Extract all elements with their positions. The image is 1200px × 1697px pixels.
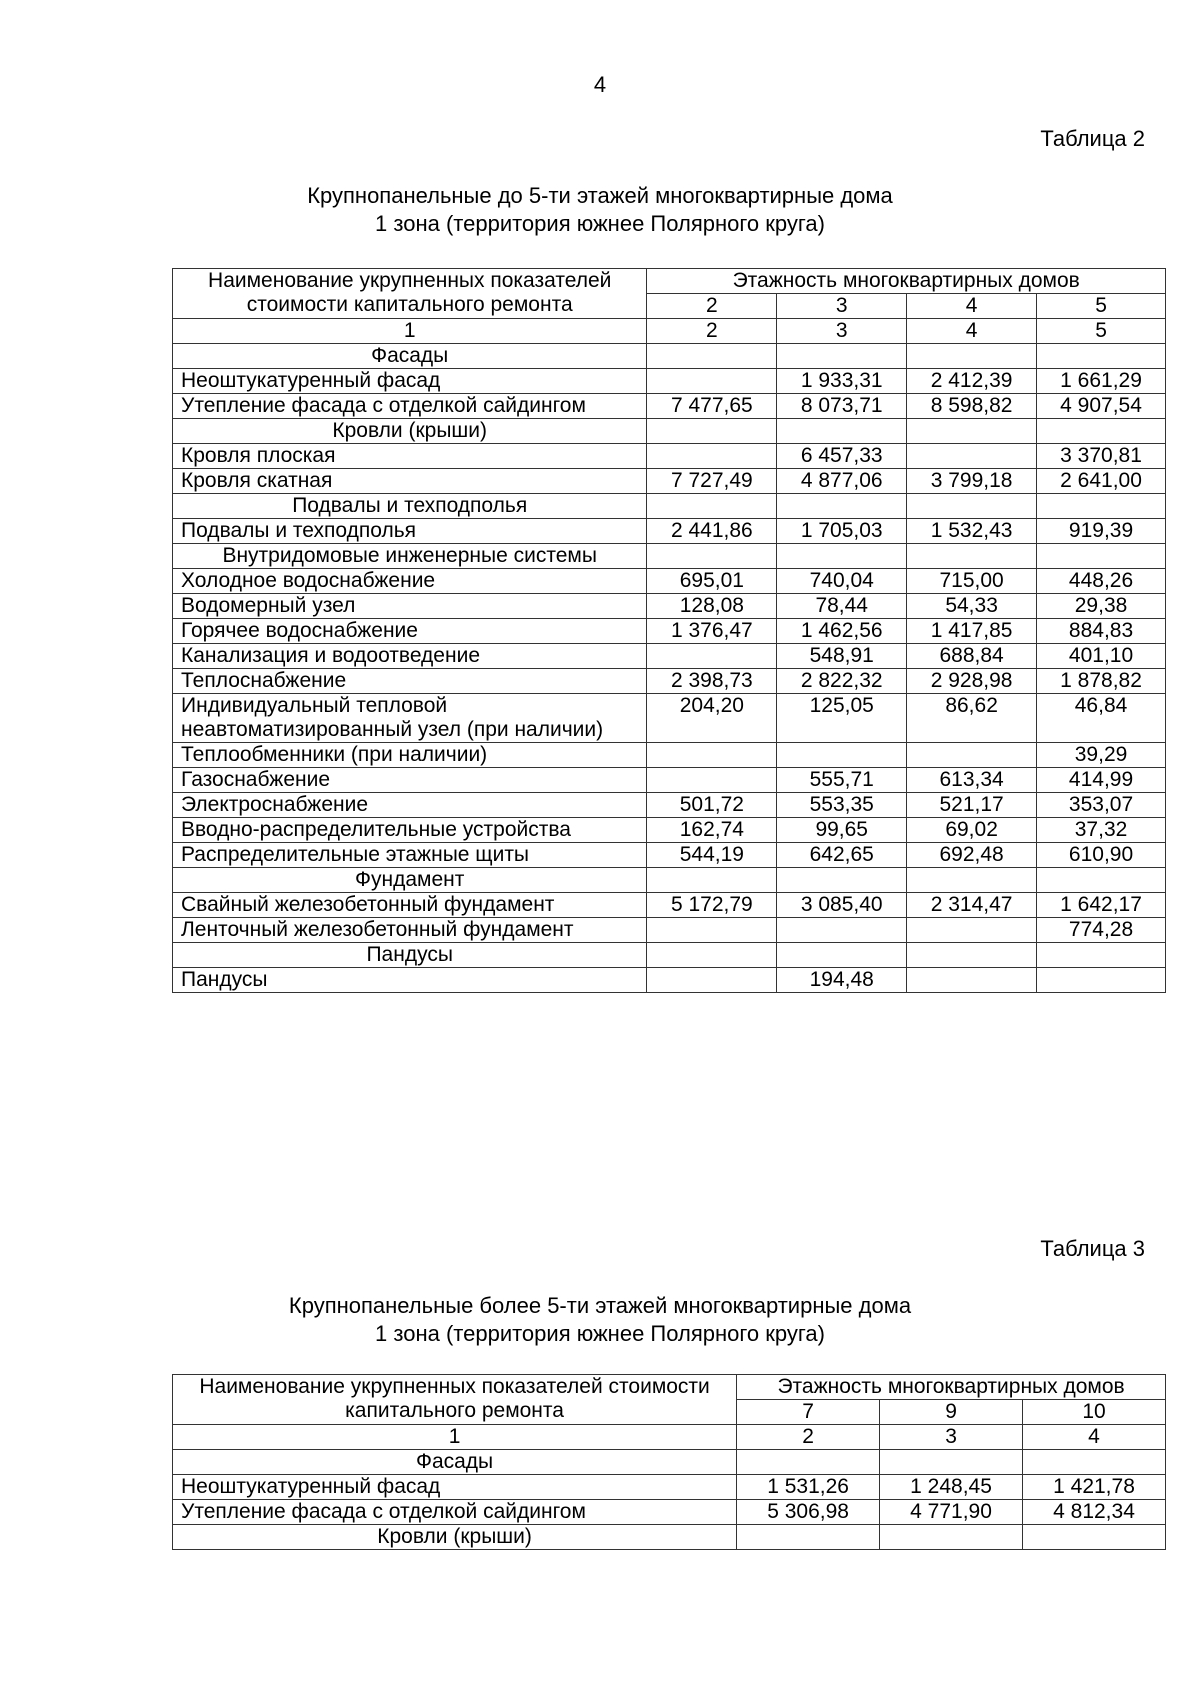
table-2-title-line2: 1 зона (территория южнее Полярного круга)	[375, 211, 825, 236]
table-3	[172, 1374, 1166, 1550]
value-cell	[907, 444, 1037, 469]
value-cell	[777, 868, 907, 893]
value-cell: 29,38	[1037, 594, 1166, 619]
row-name-cell: Утепление фасада с отделкой сайдингом	[173, 394, 647, 419]
value-cell: 555,71	[777, 768, 907, 793]
index-cell: 5	[1037, 319, 1166, 344]
value-cell: 46,84	[1037, 694, 1166, 743]
table-3-floor-header: 7	[737, 1400, 880, 1425]
value-cell	[647, 943, 777, 968]
value-cell	[647, 444, 777, 469]
value-cell	[777, 743, 907, 768]
table-3-title-line2: 1 зона (территория южнее Полярного круга)	[375, 1321, 825, 1346]
index-cell: 1	[173, 1425, 737, 1450]
value-cell: 642,65	[777, 843, 907, 868]
table-2-floor-header: 2	[647, 294, 777, 319]
table-row	[173, 519, 1166, 544]
value-cell: 3 370,81	[1037, 444, 1166, 469]
value-cell: 521,17	[907, 793, 1037, 818]
row-name-cell: Ленточный железобетонный фундамент	[173, 918, 647, 943]
row-name-cell: Утепление фасада с отделкой сайдингом	[173, 1500, 737, 1525]
table-row	[173, 893, 1166, 918]
table-3-header-floors: Этажность многоквартирных домов	[737, 1375, 1166, 1400]
table-row	[173, 843, 1166, 868]
table-row	[173, 694, 1166, 743]
value-cell	[647, 644, 777, 669]
section-heading: Фундамент	[173, 868, 647, 893]
value-cell	[737, 1525, 880, 1550]
row-name-cell: Неоштукатуренный фасад	[173, 1475, 737, 1500]
value-cell	[1037, 544, 1166, 569]
table-row	[173, 793, 1166, 818]
row-name-cell: Теплоснабжение	[173, 669, 647, 694]
table-3-title	[0, 1292, 1200, 1348]
value-cell	[1037, 943, 1166, 968]
value-cell: 544,19	[647, 843, 777, 868]
table-section-row	[173, 1525, 1166, 1550]
value-cell	[647, 494, 777, 519]
value-cell	[647, 918, 777, 943]
table-row	[173, 1475, 1166, 1500]
row-name-cell: Электроснабжение	[173, 793, 647, 818]
row-name-cell: Газоснабжение	[173, 768, 647, 793]
table-section-row	[173, 868, 1166, 893]
value-cell	[1037, 344, 1166, 369]
value-cell: 2 641,00	[1037, 469, 1166, 494]
value-cell	[907, 344, 1037, 369]
table-2-title	[0, 182, 1200, 238]
value-cell	[1037, 494, 1166, 519]
table-section-row	[173, 943, 1166, 968]
table-row	[173, 594, 1166, 619]
table-2	[172, 268, 1166, 993]
value-cell	[777, 943, 907, 968]
table-section-row	[173, 494, 1166, 519]
value-cell: 4 812,34	[1023, 1500, 1166, 1525]
value-cell	[907, 419, 1037, 444]
row-name-cell: Пандусы	[173, 968, 647, 993]
table-section-row	[173, 544, 1166, 569]
value-cell: 688,84	[907, 644, 1037, 669]
value-cell: 3 085,40	[777, 893, 907, 918]
section-heading: Подвалы и техподполья	[173, 494, 647, 519]
value-cell	[647, 768, 777, 793]
value-cell: 86,62	[907, 694, 1037, 743]
value-cell: 2 314,47	[907, 893, 1037, 918]
row-name-cell: Неоштукатуренный фасад	[173, 369, 647, 394]
value-cell: 5 172,79	[647, 893, 777, 918]
value-cell: 553,35	[777, 793, 907, 818]
value-cell: 2 398,73	[647, 669, 777, 694]
value-cell	[647, 868, 777, 893]
value-cell: 448,26	[1037, 569, 1166, 594]
value-cell: 4 907,54	[1037, 394, 1166, 419]
table-3-floor-header: 9	[880, 1400, 1023, 1425]
section-heading: Внутридомовые инженерные системы	[173, 544, 647, 569]
index-cell: 1	[173, 319, 647, 344]
value-cell	[1037, 968, 1166, 993]
value-cell: 3 799,18	[907, 469, 1037, 494]
index-cell: 4	[907, 319, 1037, 344]
value-cell: 1 532,43	[907, 519, 1037, 544]
row-name-cell: Кровля скатная	[173, 469, 647, 494]
value-cell: 194,48	[777, 968, 907, 993]
value-cell	[907, 743, 1037, 768]
table-3-index-row	[173, 1425, 1166, 1450]
value-cell: 613,34	[907, 768, 1037, 793]
value-cell	[1023, 1450, 1166, 1475]
row-name-cell: Подвалы и техподполья	[173, 519, 647, 544]
table-row	[173, 369, 1166, 394]
value-cell	[777, 494, 907, 519]
table-row	[173, 968, 1166, 993]
value-cell	[1023, 1525, 1166, 1550]
table-row	[173, 394, 1166, 419]
index-cell: 3	[777, 319, 907, 344]
value-cell: 128,08	[647, 594, 777, 619]
table-row	[173, 469, 1166, 494]
value-cell	[1037, 868, 1166, 893]
row-name-cell: Свайный железобетонный фундамент	[173, 893, 647, 918]
value-cell: 695,01	[647, 569, 777, 594]
value-cell: 39,29	[1037, 743, 1166, 768]
section-heading: Пандусы	[173, 943, 647, 968]
row-name-cell: Вводно-распределительные устройства	[173, 818, 647, 843]
value-cell: 2 412,39	[907, 369, 1037, 394]
table-row	[173, 669, 1166, 694]
value-cell: 715,00	[907, 569, 1037, 594]
table-row	[173, 444, 1166, 469]
value-cell: 1 376,47	[647, 619, 777, 644]
value-cell: 4 771,90	[880, 1500, 1023, 1525]
value-cell: 501,72	[647, 793, 777, 818]
table-2-floor-header: 3	[777, 294, 907, 319]
value-cell	[880, 1525, 1023, 1550]
table-row	[173, 569, 1166, 594]
value-cell: 884,83	[1037, 619, 1166, 644]
value-cell: 353,07	[1037, 793, 1166, 818]
value-cell: 1 642,17	[1037, 893, 1166, 918]
value-cell	[777, 918, 907, 943]
table-2-index-row	[173, 319, 1166, 344]
section-heading: Фасады	[173, 1450, 737, 1475]
value-cell: 401,10	[1037, 644, 1166, 669]
row-name-cell: Холодное водоснабжение	[173, 569, 647, 594]
table-2-label: Таблица 2	[1040, 126, 1145, 151]
table-3-floor-header: 10	[1023, 1400, 1166, 1425]
value-cell: 1 421,78	[1023, 1475, 1166, 1500]
table-section-row	[173, 344, 1166, 369]
table-3-title-line1: Крупнопанельные более 5-ти этажей многоквартирные дома	[288, 1293, 912, 1318]
value-cell: 204,20	[647, 694, 777, 743]
value-cell: 8 073,71	[777, 394, 907, 419]
index-cell: 4	[1023, 1425, 1166, 1450]
value-cell: 2 822,32	[777, 669, 907, 694]
value-cell: 4 877,06	[777, 469, 907, 494]
value-cell	[777, 344, 907, 369]
value-cell: 78,44	[777, 594, 907, 619]
table-row	[173, 918, 1166, 943]
value-cell: 125,05	[777, 694, 907, 743]
row-name-cell: Водомерный узел	[173, 594, 647, 619]
value-cell: 774,28	[1037, 918, 1166, 943]
value-cell	[907, 494, 1037, 519]
page-number: 4	[593, 72, 607, 97]
table-row	[173, 619, 1166, 644]
section-heading: Фасады	[173, 344, 647, 369]
value-cell	[647, 968, 777, 993]
table-2-header-name: Наименование укрупненных показателей стоимости капитального ремонта	[173, 269, 647, 319]
value-cell: 1 462,56	[777, 619, 907, 644]
value-cell	[777, 419, 907, 444]
section-heading: Кровли (крыши)	[173, 1525, 737, 1550]
value-cell: 548,91	[777, 644, 907, 669]
row-name-cell: Распределительные этажные щиты	[173, 843, 647, 868]
table-row	[173, 1500, 1166, 1525]
value-cell: 740,04	[777, 569, 907, 594]
value-cell	[647, 743, 777, 768]
value-cell: 6 457,33	[777, 444, 907, 469]
table-section-row	[173, 419, 1166, 444]
value-cell	[907, 868, 1037, 893]
value-cell	[647, 344, 777, 369]
table-2-header-floors: Этажность многоквартирных домов	[647, 269, 1166, 294]
row-name-cell: Горячее водоснабжение	[173, 619, 647, 644]
index-cell: 3	[880, 1425, 1023, 1450]
value-cell: 414,99	[1037, 768, 1166, 793]
row-name-cell: Индивидуальный тепловой неавтоматизированный узел (при наличии)	[173, 694, 647, 743]
table-row	[173, 768, 1166, 793]
value-cell	[647, 419, 777, 444]
table-3-label: Таблица 3	[1040, 1236, 1145, 1261]
table-3-header-name: Наименование укрупненных показателей стоимости капитального ремонта	[173, 1375, 737, 1425]
value-cell: 5 306,98	[737, 1500, 880, 1525]
value-cell	[907, 943, 1037, 968]
value-cell: 919,39	[1037, 519, 1166, 544]
value-cell: 1 531,26	[737, 1475, 880, 1500]
value-cell: 7 477,65	[647, 394, 777, 419]
value-cell: 2 441,86	[647, 519, 777, 544]
index-cell: 2	[647, 319, 777, 344]
value-cell: 7 727,49	[647, 469, 777, 494]
value-cell: 1 248,45	[880, 1475, 1023, 1500]
table-2-floor-header: 4	[907, 294, 1037, 319]
index-cell: 2	[737, 1425, 880, 1450]
value-cell: 1 878,82	[1037, 669, 1166, 694]
value-cell: 2 928,98	[907, 669, 1037, 694]
value-cell: 1 933,31	[777, 369, 907, 394]
value-cell	[880, 1450, 1023, 1475]
table-2-floor-header: 5	[1037, 294, 1166, 319]
value-cell: 69,02	[907, 818, 1037, 843]
value-cell: 37,32	[1037, 818, 1166, 843]
value-cell	[1037, 419, 1166, 444]
section-heading: Кровли (крыши)	[173, 419, 647, 444]
value-cell	[777, 544, 907, 569]
row-name-cell: Теплообменники (при наличии)	[173, 743, 647, 768]
value-cell	[907, 544, 1037, 569]
row-name-cell: Канализация и водоотведение	[173, 644, 647, 669]
value-cell: 1 705,03	[777, 519, 907, 544]
value-cell	[647, 369, 777, 394]
table-section-row	[173, 1450, 1166, 1475]
value-cell: 1 661,29	[1037, 369, 1166, 394]
value-cell	[907, 918, 1037, 943]
table-2-title-line1: Крупнопанельные до 5-ти этажей многоквартирные дома	[307, 183, 893, 208]
value-cell: 162,74	[647, 818, 777, 843]
value-cell	[737, 1450, 880, 1475]
row-name-cell: Кровля плоская	[173, 444, 647, 469]
value-cell: 54,33	[907, 594, 1037, 619]
table-row	[173, 743, 1166, 768]
table-row	[173, 644, 1166, 669]
value-cell: 692,48	[907, 843, 1037, 868]
value-cell	[907, 968, 1037, 993]
value-cell: 610,90	[1037, 843, 1166, 868]
value-cell	[647, 544, 777, 569]
value-cell: 1 417,85	[907, 619, 1037, 644]
value-cell: 8 598,82	[907, 394, 1037, 419]
value-cell: 99,65	[777, 818, 907, 843]
table-row	[173, 818, 1166, 843]
